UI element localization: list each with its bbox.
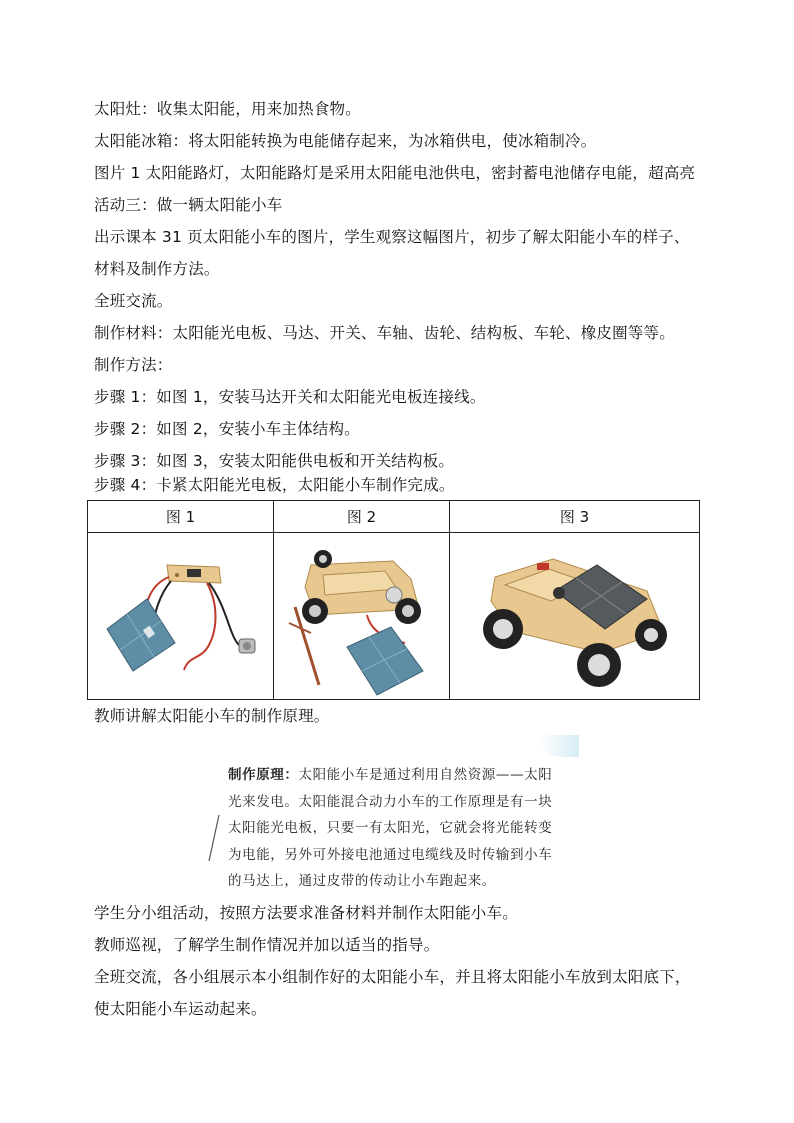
paragraph-show-textbook: 出示课本 31 页太阳能小车的图片，学生观察这幅图片，初步了解太阳能小车的样子、 — [94, 228, 690, 246]
solar-panel — [107, 599, 175, 671]
figure-table-image-row — [88, 533, 700, 700]
principle-line-5: 的马达上，通过皮带的传动让小车跑起来。 — [228, 873, 496, 889]
figure-2-header: 图 2 — [274, 501, 450, 533]
paragraph-group-activity: 学生分小组活动，按照方法要求准备材料并制作太阳能小车。 — [94, 904, 518, 922]
paragraph-solar-fridge: 太阳能冰箱：将太阳能转换为电能储存起来，为冰箱供电，使冰箱制冷。 — [94, 132, 597, 150]
paragraph-teacher-patrol: 教师巡视，了解学生制作情况并加以适当的指导。 — [94, 936, 440, 954]
paragraph-show-textbook-cont: 材料及制作方法。 — [94, 260, 220, 278]
decorative-corner — [539, 735, 579, 757]
step-1: 步骤 1：如图 1，安装马达开关和太阳能光电板连接线。 — [94, 388, 486, 406]
figure-table — [87, 500, 700, 700]
paragraph-class-showcase: 全班交流，各小组展示本小组制作好的太阳能小车，并且将太阳能小车放到太阳底下， — [94, 968, 691, 986]
step-4: 步骤 4：卡紧太阳能光电板，太阳能小车制作完成。 — [94, 476, 455, 494]
principle-label: 制作原理： — [228, 767, 299, 783]
figure-1-wiring-image — [89, 535, 273, 697]
step-3: 步骤 3：如图 3，安装太阳能供电板和开关结构板。 — [94, 452, 455, 470]
figure-2-assembly-image — [275, 535, 449, 697]
paragraph-solar-streetlight: 图片 1 太阳能路灯，太阳能路灯是采用太阳能电池供电，密封蓄电池储存电能，超高亮 — [94, 164, 696, 182]
decorative-stroke — [207, 813, 221, 863]
principle-box — [215, 735, 579, 900]
paragraph-materials: 制作材料：太阳能光电板、马达、开关、车轴、齿轮、结构板、车轮、橡皮圈等等。 — [94, 324, 675, 342]
principle-line-2: 光来发电。太阳能混合动力小车的工作原理是有一块 — [228, 793, 553, 810]
step-2: 步骤 2：如图 2，安装小车主体结构。 — [94, 420, 360, 438]
switch-board — [167, 565, 221, 583]
figure-3-finished-car-image — [451, 535, 699, 697]
principle-line-1: 制作原理：太阳能小车是通过利用自然资源——太阳 — [228, 767, 553, 783]
paragraph-teacher-explains: 教师讲解太阳能小车的制作原理。 — [94, 707, 330, 725]
solar-panel — [347, 627, 423, 695]
motor — [239, 639, 255, 653]
paragraph-class-showcase-cont: 使太阳能小车运动起来。 — [94, 1000, 267, 1018]
figure-1-cell — [88, 533, 274, 700]
paragraph-solar-cooker: 太阳灶：收集太阳能，用来加热食物。 — [94, 100, 361, 118]
figure-3-cell — [450, 533, 700, 700]
figure-3-header: 图 3 — [450, 501, 700, 533]
principle-text — [228, 762, 580, 895]
figure-2-cell — [274, 533, 450, 700]
principle-line-4: 为电能，另外可外接电池通过电缆线及时传输到小车 — [228, 846, 553, 863]
figure-1-header: 图 1 — [88, 501, 274, 533]
paragraph-class-exchange: 全班交流。 — [94, 292, 173, 310]
paragraph-method-heading: 制作方法： — [94, 356, 173, 374]
figure-table-header-row — [88, 501, 700, 533]
activity-three-heading: 活动三：做一辆太阳能小车 — [94, 196, 283, 214]
principle-line-3: 太阳能光电板，只要一有太阳光，它就会将光能转变 — [228, 820, 553, 836]
